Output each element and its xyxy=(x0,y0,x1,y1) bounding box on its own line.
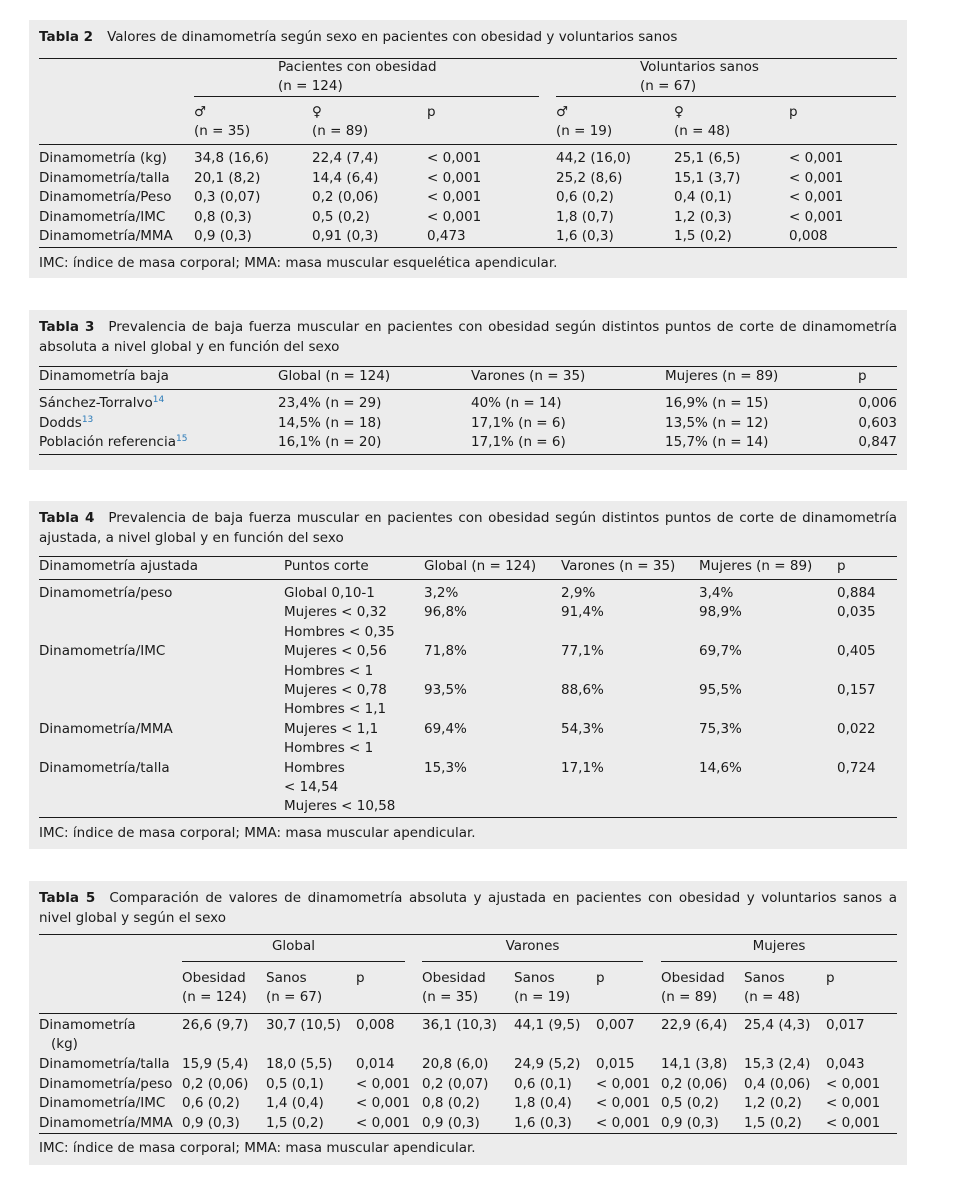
group-healthy-n: (n = 67) xyxy=(640,78,697,94)
table-cell: 95,5% xyxy=(699,682,742,698)
table-cell: 0,8 (0,3) xyxy=(194,208,252,225)
table-cell: 88,6% xyxy=(561,682,604,698)
table-cell: 17,1% (n = 6) xyxy=(471,434,566,451)
table-cell: Global 0,10-1 xyxy=(284,585,375,601)
table-cell: 91,4% xyxy=(561,604,604,621)
table-2-caption: Tabla 2 Valores de dinamometría según sexo en pacientes con obesidad y voluntarios sanos xyxy=(39,29,678,45)
table-cell: 0,008 xyxy=(356,1017,395,1033)
table-cell: < 0,001 xyxy=(596,1115,651,1131)
row-label: (kg) xyxy=(51,1036,78,1052)
p-value: 0,603 xyxy=(858,414,897,431)
row-label: Dinamometría/IMC xyxy=(39,208,166,225)
table-cell: 26,6 (9,7) xyxy=(182,1017,249,1033)
table-cell: 0,91 (0,3) xyxy=(312,228,379,245)
table-3: Tabla 3 Prevalencia de baja fuerza muscular en pacientes con obesidad según distintos puntos de corte de dinamometría absoluta a nivel global y en función del sexo Dinamometría baja Global (n = 124) Varones (n = 35) Mujeres (n = 89) p Sánchez-Torralvo$^{14}$ 23,4% (n = 29) 40% (n = 14) 16,9% (n = 15) 0,006 Dodds$^{13}$ 14,5% (n = 18) 17,1% (n = 6) 13,5% (n = 12) 0,603 Población referencia$^{15}$ 16,1% (n = 20) 17,1% (n = 6) 15,7% (n = 14) 0,847 xyxy=(29,310,907,470)
table-cell: 0,2 (0,07) xyxy=(422,1076,489,1092)
column-header: Sanos xyxy=(514,970,555,986)
table-cell: 0,043 xyxy=(826,1056,865,1072)
table-cell: 0,4 (0,06) xyxy=(744,1076,811,1092)
table-cell: 0,2 (0,06) xyxy=(661,1076,728,1092)
table-4: Tabla 4 Prevalencia de baja fuerza muscular en pacientes con obesidad según distintos puntos de corte de dinamometría ajustada, a nivel global y en función del sexo Dinamometría ajustada Puntos corte Global (n = 124) Varones (n = 35) Mujeres (n = 89) p Dinamometría/peso Global 0,10-1 3,2% 2,9% 3,4% 0,884 Mujeres < 0,32 96,8% 91,4% 98,9% 0,035 Hombres < 0,35 Dinamometría/IMC Mujeres < 0,56 71,8% 77,1% 69,7% 0,405 Hombres < 1 Mujeres < 0,78 93,5% 88,6% 95,5% 0,157 Hombres < 1,1 Dinamometría/MMA Mujeres < 1,1 69,4% 54,3% 75,3% 0,022 Hombres < 1 Dinamometría/talla Hombres 15,3% 17,1% 14,6% 0,724 < 14,54 Mujeres < 10,58 IMC: índice de masa corporal; MMA: masa muscular apendicular. xyxy=(29,501,907,849)
column-n: (n = 48) xyxy=(744,989,801,1005)
table-5: Tabla 5 Comparación de valores de dinamometría absoluta y ajustada en pacientes con obesidad y voluntarios sanos a nivel global y según el sexo Global Varones Mujeres Obesidad (n = 124) Sanos (n = 67) p Obesidad (n = 35) Sanos (n = 19) p Obesidad (n = 89) Sanos (n = 48) p Dinamometría (kg) 26,6 (9,7) 30,7 (10,5) 0,008 36,1 (10,3) 44,1 (9,5) 0,007 22,9 (6,4) 25,4 (4,3) 0,017 Dinamometría/talla 15,9 (5,4) 18,0 (5,5) 0,014 20,8 (6,0) 24,9 (5,2) 0,015 14,1 (3,8) 15,3 (2,4) 0,043 Dinamometría/peso 0,2 (0,06) 0,5 (0,1) < 0,001 0,2 (0,07) 0,6 (0,1) < 0,001 0,2 (0,06) 0,4 (0,06) < 0,001 Dinamometría/IMC 0,6 (0,2) 1,4 (0,4) < 0,001 0,8 (0,2) 1,8 (0,4) < 0,001 0,5 (0,2) 1,2 (0,2) < 0,001 Dinamometría/MMA 0,9 (0,3) 1,5 (0,2) < 0,001 0,9 (0,3) 1,6 (0,3) < 0,001 0,9 (0,3) 1,5 (0,2) < 0,001 IMC: índice de masa corporal; MMA: masa muscular apendicular. xyxy=(29,881,907,1165)
table-cell: 1,8 (0,7) xyxy=(556,208,614,225)
table-cell: < 0,001 xyxy=(826,1095,881,1111)
table-cell: Mujeres < 0,56 xyxy=(284,643,387,660)
table-cell: 0,2 (0,06) xyxy=(312,189,379,206)
table-cell: 0,9 (0,3) xyxy=(182,1115,240,1131)
table-cell: 17,1% (n = 6) xyxy=(471,414,566,431)
table-cell: 0,157 xyxy=(837,682,876,698)
table-cell: 0,6 (0,2) xyxy=(556,189,614,206)
table-cell: 0,9 (0,3) xyxy=(422,1115,480,1131)
table-cell: 1,6 (0,3) xyxy=(556,228,614,245)
table-cell: 0,405 xyxy=(837,643,876,660)
table-cell: 22,9 (6,4) xyxy=(661,1017,728,1033)
table-cell: 75,3% xyxy=(699,720,742,737)
column-header: p xyxy=(356,970,365,986)
table-cell: 0,017 xyxy=(826,1017,865,1033)
table-cell: 69,7% xyxy=(699,643,742,660)
row-label: Dinamometría/Peso xyxy=(39,189,172,206)
row-label-cell xyxy=(39,415,93,431)
table-cell: 0,007 xyxy=(596,1017,635,1033)
row-label: Población referencia xyxy=(39,434,176,451)
row-label: Dinamometría/IMC xyxy=(39,1095,166,1111)
column-header: Obesidad xyxy=(422,970,486,986)
row-label: Dinamometría/MMA xyxy=(39,720,173,737)
table-cell: 0,8 (0,2) xyxy=(422,1095,480,1111)
table-cell: 25,1 (6,5) xyxy=(674,150,741,166)
citation-ref[interactable]: 14 xyxy=(152,395,165,405)
table-cell: 16,9% (n = 15) xyxy=(665,395,769,411)
column-header: Obesidad xyxy=(661,970,725,986)
row-label: Sánchez-Torralvo xyxy=(39,395,153,411)
table-cell: 30,7 (10,5) xyxy=(266,1017,341,1033)
column-n: (n = 89) xyxy=(661,989,718,1005)
table-cell: 0,6 (0,2) xyxy=(182,1095,240,1111)
table-cell: 0,5 (0,2) xyxy=(661,1095,719,1111)
table-cell: 0,724 xyxy=(837,759,876,776)
table-cell: 17,1% xyxy=(561,759,604,776)
table-cell: 15,7% (n = 14) xyxy=(665,434,769,451)
female-symbol: ♀ xyxy=(674,104,684,120)
table-cell: < 14,54 xyxy=(284,779,339,795)
table-cell: 0,008 xyxy=(789,228,828,245)
row-label: Dinamometría/MMA xyxy=(39,1115,173,1131)
table-cell: 69,4% xyxy=(424,720,467,737)
row-label: Dinamometría/peso xyxy=(39,1076,173,1092)
table-cell: 34,8 (16,6) xyxy=(194,150,269,166)
table-4-footnote: IMC: índice de masa corporal; MMA: masa muscular apendicular. xyxy=(39,825,476,841)
table-cell: 0,4 (0,1) xyxy=(674,189,732,206)
table-5-caption: Tabla 5 Comparación de valores de dinamometría absoluta y ajustada en pacientes con obesidad y voluntarios sanos a nivel global y según el sexo xyxy=(39,890,897,926)
table-cell: 0,473 xyxy=(427,228,466,245)
table-cell: 1,5 (0,2) xyxy=(266,1115,324,1131)
table-cell: < 0,001 xyxy=(789,150,844,166)
table-4-caption: Tabla 4 Prevalencia de baja fuerza muscular en pacientes con obesidad según distintos puntos de corte de dinamometría ajustada, a nivel global y en función del sexo xyxy=(39,510,897,546)
table-cell: 44,1 (9,5) xyxy=(514,1017,581,1033)
row-label: Dinamometría/MMA xyxy=(39,228,173,245)
table-cell: 25,4 (4,3) xyxy=(744,1017,811,1033)
table-cell: 0,5 (0,2) xyxy=(312,208,370,225)
table-cell: 0,3 (0,07) xyxy=(194,189,261,206)
table-3-caption: Tabla 3 Prevalencia de baja fuerza muscular en pacientes con obesidad según distintos puntos de corte de dinamometría absoluta a nivel global y en función del sexo xyxy=(39,319,897,355)
column-n: (n = 35) xyxy=(422,989,479,1005)
table-cell: Mujeres < 1,1 xyxy=(284,720,379,737)
table-cell: < 0,001 xyxy=(789,169,844,186)
table-cell: 1,5 (0,2) xyxy=(674,228,732,245)
table-cell: 0,9 (0,3) xyxy=(194,228,252,245)
table-cell: 1,6 (0,3) xyxy=(514,1115,572,1131)
table-cell: 1,8 (0,4) xyxy=(514,1095,572,1111)
table-cell: 0,014 xyxy=(356,1056,395,1072)
table-cell: 23,4% (n = 29) xyxy=(278,395,382,411)
column-n: (n = 124) xyxy=(182,989,247,1005)
table-cell: < 0,001 xyxy=(596,1095,651,1111)
group-obese-header: Pacientes con obesidad xyxy=(278,59,437,75)
table-cell: 3,2% xyxy=(424,585,459,601)
row-label: Dinamometría (kg) xyxy=(39,150,167,166)
row-label: Dodds xyxy=(39,414,82,431)
table-cell: 77,1% xyxy=(561,643,604,660)
table-cell: 15,1 (3,7) xyxy=(674,169,741,186)
table-cell: 13,5% (n = 12) xyxy=(665,414,769,431)
table-cell: 40% (n = 14) xyxy=(471,395,562,411)
table-cell: Hombres < 1 xyxy=(284,662,374,679)
row-label: Dinamometría/talla xyxy=(39,1056,170,1072)
table-cell: 44,2 (16,0) xyxy=(556,150,631,166)
table-cell: 0,9 (0,3) xyxy=(661,1115,719,1131)
table-cell: Hombres < 1 xyxy=(284,740,374,757)
table-cell: Mujeres < 10,58 xyxy=(284,798,396,815)
table-cell: Hombres < 1,1 xyxy=(284,701,387,718)
column-n: (n = 67) xyxy=(266,989,323,1005)
row-label: Dinamometría/talla xyxy=(39,759,170,776)
table-cell: 0,015 xyxy=(596,1056,635,1072)
table-cell: 0,035 xyxy=(837,604,876,621)
table-cell: Mujeres < 0,78 xyxy=(284,682,387,698)
table-cell: 0,5 (0,1) xyxy=(266,1076,324,1092)
table-cell: < 0,001 xyxy=(826,1115,881,1131)
table-5-footnote: IMC: índice de masa corporal; MMA: masa muscular apendicular. xyxy=(39,1140,476,1156)
table-cell: < 0,001 xyxy=(596,1076,651,1092)
citation-ref[interactable]: 13 xyxy=(81,414,94,425)
group-obese-n: (n = 124) xyxy=(278,78,343,94)
table-cell: 25,2 (8,6) xyxy=(556,169,623,186)
table-cell: < 0,001 xyxy=(789,189,844,206)
table-cell: 1,5 (0,2) xyxy=(744,1115,802,1131)
male-symbol: ♂ xyxy=(194,104,207,120)
table-cell: 0,6 (0,1) xyxy=(514,1076,572,1092)
p-value: 0,847 xyxy=(858,434,897,451)
table-cell: 15,3% xyxy=(424,759,467,776)
table-cell: 96,8% xyxy=(424,604,467,621)
female-symbol: ♀ xyxy=(312,104,322,120)
column-header: p xyxy=(596,970,605,986)
p-value: 0,006 xyxy=(858,395,897,411)
row-label-cell xyxy=(39,395,164,411)
row-label: Dinamometría/peso xyxy=(39,585,173,601)
table-cell: < 0,001 xyxy=(427,169,482,186)
table-cell: 18,0 (5,5) xyxy=(266,1056,333,1072)
row-label: Dinamometría xyxy=(39,1017,136,1033)
table-cell: 93,5% xyxy=(424,682,467,698)
table-cell: 1,4 (0,4) xyxy=(266,1095,324,1111)
table-cell: 20,8 (6,0) xyxy=(422,1056,489,1072)
table-cell: 2,9% xyxy=(561,585,596,601)
row-label-cell xyxy=(39,434,187,450)
table-cell: 1,2 (0,2) xyxy=(744,1095,802,1111)
column-header: p xyxy=(826,970,835,986)
row-label: Dinamometría/IMC xyxy=(39,643,166,660)
row-label: Dinamometría/talla xyxy=(39,169,170,186)
table-cell: 54,3% xyxy=(561,720,604,737)
table-cell: < 0,001 xyxy=(356,1115,411,1131)
table-2-footnote: IMC: índice de masa corporal; MMA: masa muscular esquelética apendicular. xyxy=(39,255,558,271)
group-healthy-header: Voluntarios sanos xyxy=(640,59,759,75)
table-cell: 0,2 (0,06) xyxy=(182,1076,249,1092)
table-cell: Mujeres < 0,32 xyxy=(284,604,387,621)
table-cell: 98,9% xyxy=(699,604,742,621)
male-symbol: ♂ xyxy=(556,104,569,120)
table-cell: 16,1% (n = 20) xyxy=(278,434,382,451)
table-cell: 14,5% (n = 18) xyxy=(278,414,382,431)
table-cell: 36,1 (10,3) xyxy=(422,1017,497,1033)
table-cell: < 0,001 xyxy=(427,189,482,206)
table-cell: 14,6% xyxy=(699,759,742,776)
table-cell: 15,9 (5,4) xyxy=(182,1056,249,1072)
table-2: Tabla 2 Valores de dinamometría según sexo en pacientes con obesidad y voluntarios sanos Pacientes con obesidad (n = 124) Voluntarios sanos (n = 67) ♂ ♀ p ♂ ♀ p (n = 35) (n = 89) (n = 19) (n = 48) Dinamometría (kg) 34,8 (16,6) 22,4 (7,4) < 0,001 44,2 (16,0) 25,1 (6,5) < 0,001 Dinamometría/talla 20,1 (8,2) 14,4 (6,4) < 0,001 25,2 (8,6) 15,1 (3,7) < 0,001 Dinamometría/Peso 0,3 (0,07) 0,2 (0,06) < 0,001 0,6 (0,2) 0,4 (0,1) < 0,001 Dinamometría/IMC 0,8 (0,3) 0,5 (0,2) < 0,001 1,8 (0,7) 1,2 (0,3) < 0,001 Dinamometría/MMA 0,9 (0,3) 0,91 (0,3) 0,473 1,6 (0,3) 1,5 (0,2) 0,008 IMC: índice de masa corporal; MMA: masa muscular esquelética apendicular. xyxy=(29,20,907,278)
table-cell: 0,022 xyxy=(837,720,876,737)
table-cell: 24,9 (5,2) xyxy=(514,1056,581,1072)
table-cell: < 0,001 xyxy=(356,1095,411,1111)
table-cell: Hombres < 0,35 xyxy=(284,623,395,640)
table-cell: 0,884 xyxy=(837,585,876,601)
column-header: Sanos xyxy=(266,970,307,986)
table-cell: 1,2 (0,3) xyxy=(674,208,732,225)
citation-ref[interactable]: 15 xyxy=(175,434,188,445)
table-cell: 14,1 (3,8) xyxy=(661,1056,728,1072)
table-cell: Hombres xyxy=(284,759,345,776)
table-cell: 14,4 (6,4) xyxy=(312,169,379,186)
table-cell: 20,1 (8,2) xyxy=(194,169,261,186)
table-cell: < 0,001 xyxy=(427,150,482,166)
column-header: Obesidad xyxy=(182,970,246,986)
table-cell: < 0,001 xyxy=(826,1076,881,1092)
column-header: Sanos xyxy=(744,970,785,986)
table-cell: < 0,001 xyxy=(356,1076,411,1092)
table-cell: < 0,001 xyxy=(789,208,844,225)
column-n: (n = 19) xyxy=(514,989,571,1005)
table-cell: 71,8% xyxy=(424,643,467,660)
table-cell: 15,3 (2,4) xyxy=(744,1056,811,1072)
table-cell: < 0,001 xyxy=(427,208,482,225)
table-cell: 3,4% xyxy=(699,585,734,601)
table-cell: 22,4 (7,4) xyxy=(312,150,379,166)
